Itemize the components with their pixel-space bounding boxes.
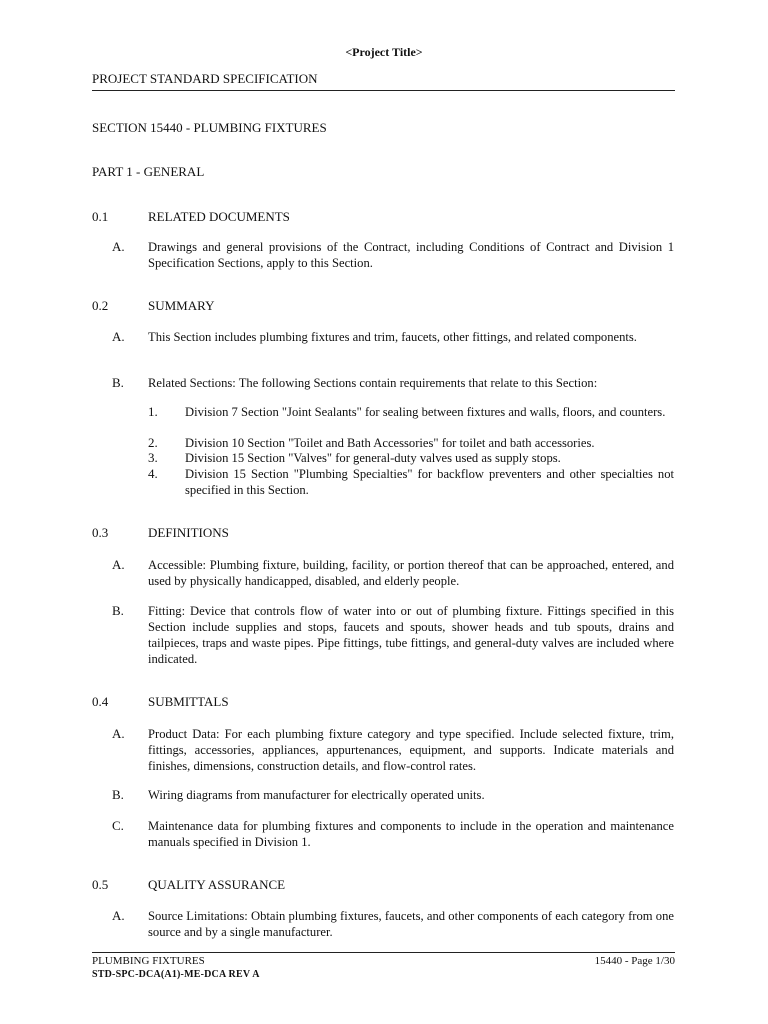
paragraph-letter: A. bbox=[112, 908, 125, 923]
footer-section-name: PLUMBING FIXTURES bbox=[92, 955, 205, 967]
article-title: SUMMARY bbox=[148, 298, 215, 313]
article-number: 0.4 bbox=[92, 694, 109, 709]
article-number: 0.5 bbox=[92, 877, 109, 892]
list-item-text: Division 10 Section "Toilet and Bath Accessories" for toilet and bath accessories. bbox=[185, 436, 595, 450]
article-title: DEFINITIONS bbox=[148, 525, 229, 540]
paragraph-text: Accessible: Plumbing fixture, building, facility, or portion thereof that can be approached, entered, and used by physically handicapped, disabled, and elderly people. bbox=[148, 558, 674, 588]
list-item-text: Division 15 Section "Valves" for general-duty valves used as supply stops. bbox=[185, 451, 561, 465]
list-item-text: Division 7 Section "Joint Sealants" for sealing between fixtures and walls, floors, and counters. bbox=[185, 405, 666, 419]
spec-label: PROJECT STANDARD SPECIFICATION bbox=[92, 71, 318, 86]
paragraph-letter: B. bbox=[112, 375, 124, 390]
paragraph-letter: A. bbox=[112, 329, 125, 344]
article-number: 0.3 bbox=[92, 525, 109, 540]
paragraph-text: Product Data: For each plumbing fixture category and type specified. Include selected fixture, trim, fittings, accessories, appliances, appurtenances, equipment, and supports. Indicate materials and finishes, dimensions, construction details, and flow-control rates. bbox=[148, 727, 674, 773]
paragraph-text: Maintenance data for plumbing fixtures and components to include in the operation and maintenance manuals specified in Division 1. bbox=[148, 819, 674, 849]
list-number: 2. bbox=[148, 435, 158, 450]
section-title: SECTION 15440 - PLUMBING FIXTURES bbox=[92, 120, 327, 135]
project-title: <Project Title> bbox=[345, 45, 423, 59]
paragraph-text: Related Sections: The following Sections contain requirements that relate to this Section: bbox=[148, 376, 598, 390]
list-item-text: Division 15 Section "Plumbing Specialties" for backflow preventers and other specialties not specified in this Section. bbox=[185, 467, 674, 497]
paragraph-letter: B. bbox=[112, 787, 124, 802]
paragraph-text: This Section includes plumbing fixtures and trim, faucets, other fittings, and related components. bbox=[148, 330, 637, 344]
article-title: RELATED DOCUMENTS bbox=[148, 209, 290, 224]
footer-rule bbox=[92, 952, 675, 953]
footer-page-number: 15440 - Page 1/30 bbox=[594, 955, 675, 967]
paragraph-letter: C. bbox=[112, 818, 124, 833]
article-title: QUALITY ASSURANCE bbox=[148, 877, 286, 892]
article-number: 0.2 bbox=[92, 298, 109, 313]
header-rule bbox=[92, 90, 675, 91]
paragraph-letter: A. bbox=[112, 726, 125, 741]
paragraph-text: Source Limitations: Obtain plumbing fixtures, faucets, and other components of each category from one source and by a single manufacturer. bbox=[148, 909, 674, 939]
part-title: PART 1 - GENERAL bbox=[92, 164, 205, 179]
paragraph-text: Wiring diagrams from manufacturer for electrically operated units. bbox=[148, 788, 485, 802]
article-title: SUBMITTALS bbox=[148, 694, 229, 709]
paragraph-letter: A. bbox=[112, 557, 125, 572]
list-number: 4. bbox=[148, 466, 158, 481]
paragraph-letter: A. bbox=[112, 239, 125, 254]
paragraph-text: Drawings and general provisions of the Contract, including Conditions of Contract and Division 1 Specification Sections, apply to this Section. bbox=[148, 240, 674, 270]
paragraph-letter: B. bbox=[112, 603, 124, 618]
footer-doc-code: STD-SPC-DCA(A1)-ME-DCA REV A bbox=[92, 969, 260, 980]
list-number: 1. bbox=[148, 404, 158, 419]
list-number: 3. bbox=[148, 450, 158, 465]
paragraph-text: Fitting: Device that controls flow of water into or out of plumbing fixture. Fittings specified in this Section include supplies and stops, faucets and spouts, shower heads and tub spouts, drains and tailpieces, traps and waste pipes. Pipe fittings, tube fittings, and general-duty valves are included where indicated. bbox=[148, 604, 674, 666]
article-number: 0.1 bbox=[92, 209, 109, 224]
